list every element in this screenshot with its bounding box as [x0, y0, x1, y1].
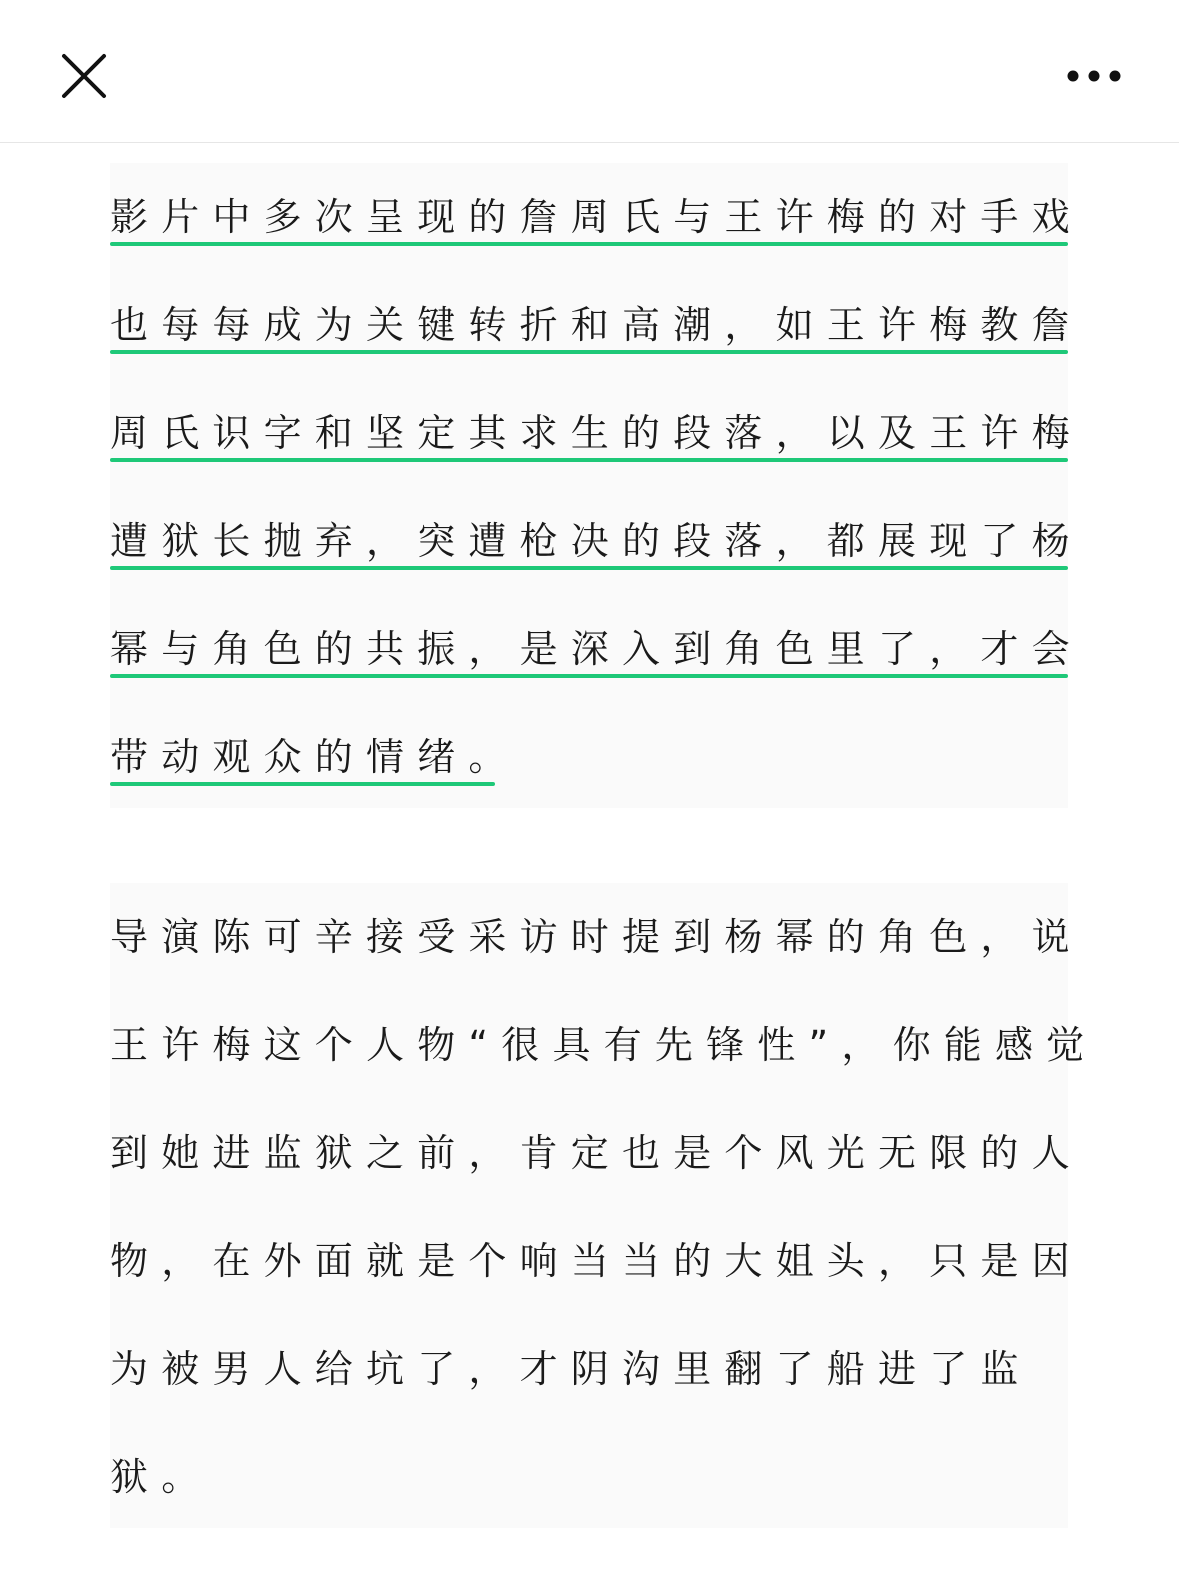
- underline-mark: [110, 566, 1068, 570]
- paragraph-line: [110, 163, 1083, 271]
- paragraph-line: [110, 487, 1083, 595]
- paragraph-line: [110, 595, 1083, 703]
- line-text: 遭狱长抛弃，突遭枪决的段落，都展现了杨: [110, 519, 1083, 563]
- paragraph-line: [110, 991, 1098, 1099]
- line-text: 带动观众的情绪。: [110, 735, 520, 779]
- line-text: 导演陈可辛接受采访时提到杨幂的角色，说: [110, 915, 1083, 959]
- line-text: 也每每成为关键转折和高潮，如王许梅教詹: [110, 303, 1083, 347]
- line-text: 为被男人给坑了，才阴沟里翻了船进了监: [110, 1347, 1032, 1391]
- paragraph-line: [110, 883, 1083, 991]
- paragraph-line: [110, 1207, 1083, 1315]
- top-nav-bar: [0, 0, 1179, 143]
- line-text: 到她进监狱之前，肯定也是个风光无限的人: [110, 1131, 1083, 1175]
- more-options-button[interactable]: [1060, 56, 1132, 96]
- paragraph-line: [110, 1099, 1083, 1207]
- line-text: 物，在外面就是个响当当的大姐头，只是因: [110, 1239, 1083, 1283]
- underline-mark: [110, 350, 1068, 354]
- paragraph-line: [110, 379, 1083, 487]
- paragraph-line: [110, 271, 1083, 379]
- article-content: [110, 163, 1098, 1528]
- line-text: 幂与角色的共振，是深入到角色里了，才会: [110, 627, 1083, 671]
- line-text: 王许梅这个人物“很具有先锋性”，你能感觉: [110, 1023, 1098, 1067]
- line-text: 狱。: [110, 1455, 213, 1499]
- paragraph-line: [110, 1315, 1068, 1423]
- article-paragraph: [110, 883, 1098, 1528]
- paragraph-line: [110, 1423, 1068, 1531]
- underline-mark: [110, 242, 1068, 246]
- article-paragraph-highlighted: [110, 163, 1083, 808]
- close-button[interactable]: [56, 48, 112, 104]
- underline-mark: [110, 782, 495, 786]
- close-icon: [56, 48, 112, 104]
- line-text: 影片中多次呈现的詹周氏与王许梅的对手戏: [110, 195, 1083, 239]
- line-text: 周氏识字和坚定其求生的段落，以及王许梅: [110, 411, 1083, 455]
- underline-mark: [110, 458, 1068, 462]
- more-dots-icon: [1060, 56, 1132, 96]
- paragraph-line: [110, 703, 1068, 811]
- underline-mark: [110, 674, 1068, 678]
